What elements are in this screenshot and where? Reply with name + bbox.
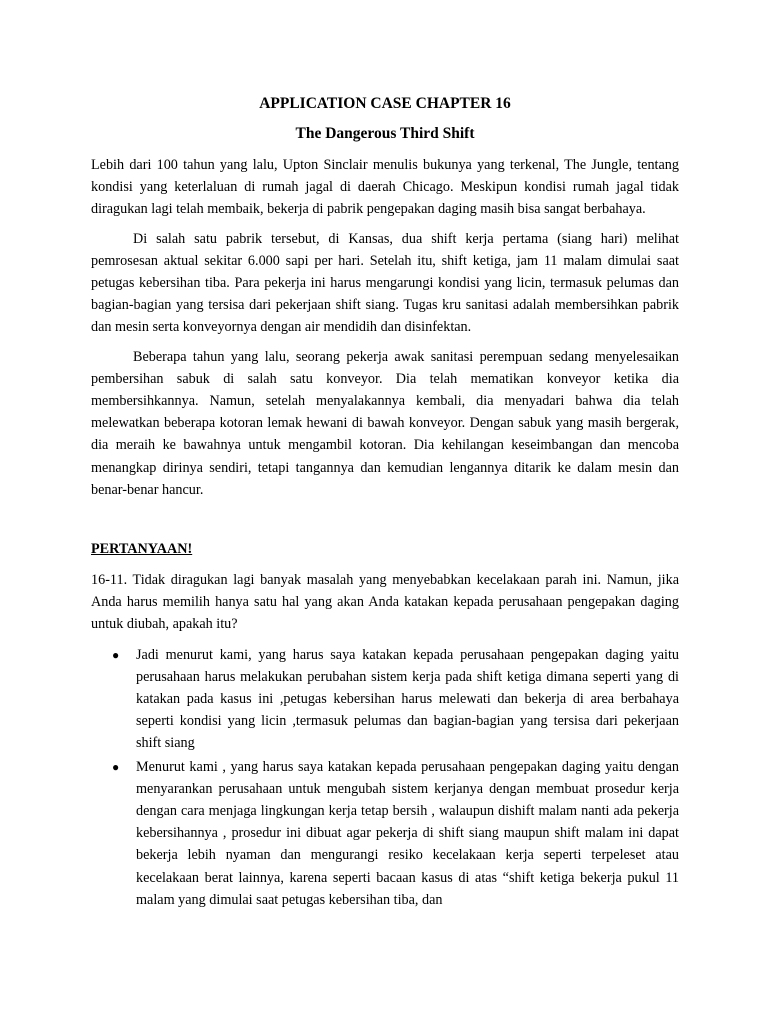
bullet-icon: ● [112, 647, 120, 662]
answer-item [112, 756, 679, 911]
document-subtitle: The Dangerous Third Shift [295, 125, 475, 142]
answers-list [91, 644, 679, 911]
bullet-icon: ● [112, 759, 120, 774]
document-title: APPLICATION CASE CHAPTER 16 [259, 95, 511, 112]
question-16-11: 16-11. Tidak diragukan lagi banyak masalah yang menyebabkan kecelakaan parah ini. Namun, jika Anda harus memilih hanya satu hal yang akan Anda katakan kepada perusahaan pengepakan daging untuk diubah, apakah itu? [91, 572, 679, 633]
document-page [91, 93, 679, 912]
paragraph-intro: Lebih dari 100 tahun yang lalu, Upton Sinclair menulis bukunya yang terkenal, The Jungle, tentang kondisi yang keterlaluan di rumah jagal di daerah Chicago. Meskipun kondisi rumah jagal tidak diragukan lagi telah membaik, bekerja di pabrik pengepakan daging masih bisa sangat berbahaya. [91, 157, 679, 218]
answer-item [112, 644, 679, 755]
answer-text: Jadi menurut kami, yang harus saya katakan kepada perusahaan pengepakan daging yaitu perusahaan harus melakukan perubahan sistem kerja pada shift ketiga dimana seperti yang di katakan pada kasus ini ,petugas kebersihan harus melewati dan bekerja di area berbahaya seperti kondisi yang licin ,termasuk pelumas dan bagian-bagian yang tersisa dari pekerjaan shift siang [136, 646, 679, 752]
paragraph-kansas-plant: Di salah satu pabrik tersebut, di Kansas, dua shift kerja pertama (siang hari) melihat pemrosesan aktual sekitar 6.000 sapi per hari. Setelah itu, shift ketiga, jam 11 malam dimulai saat petugas kebersihan tiba. Para pekerja ini harus mengarungi kondisi yang licin, termasuk pelumas dan bagian-bagian yang tersisa dari pekerjaan shift siang. Tugas kru sanitasi adalah membersihkan pabrik dan mesin serta konveyornya dengan air mendidih dan disinfektan. [91, 230, 679, 336]
answer-text: Menurut kami , yang harus saya katakan kepada perusahaan pengepakan daging yaitu dengan menyarankan perusahaan untuk mengubah sistem kerjanya dengan membuat prosedur kerja dengan cara menjaga lingkungan kerja tetap bersih , walaupun dishift malam nanti ada pekerja kebersihannya , prosedur ini dibuat agar pekerja di shift siang maupun shift malam ini dapat bekerja lebih nyaman dan mengurangi resiko kecelakaan kerja seperti terpeleset atau kecelakaan berat lainnya, karena seperti bacaan kasus di atas “shift ketiga bekerja pukul 11 malam yang dimulai saat petugas kebersihan tiba, dan [136, 758, 679, 908]
paragraph-accident: Beberapa tahun yang lalu, seorang pekerja awak sanitasi perempuan sedang menyelesaikan pembersihan sabuk di salah satu konveyor. Dia telah mematikan konveyor ketika dia membersihkannya. Namun, setelah menyalakannya kembali, dia menyadari bahwa dia telah melewatkan beberapa kotoran lemak hewani di bawah konveyor. Dengan sabuk yang masih bergerak, dia meraih ke bawahnya untuk mengambil kotoran. Dia kehilangan keseimbangan dan mencoba menangkap dirinya sendiri, tetapi tangannya dan kemudian lengannya ditarik ke dalam mesin dan benar-benar hancur. [91, 348, 679, 498]
questions-heading: PERTANYAAN! [91, 541, 193, 558]
